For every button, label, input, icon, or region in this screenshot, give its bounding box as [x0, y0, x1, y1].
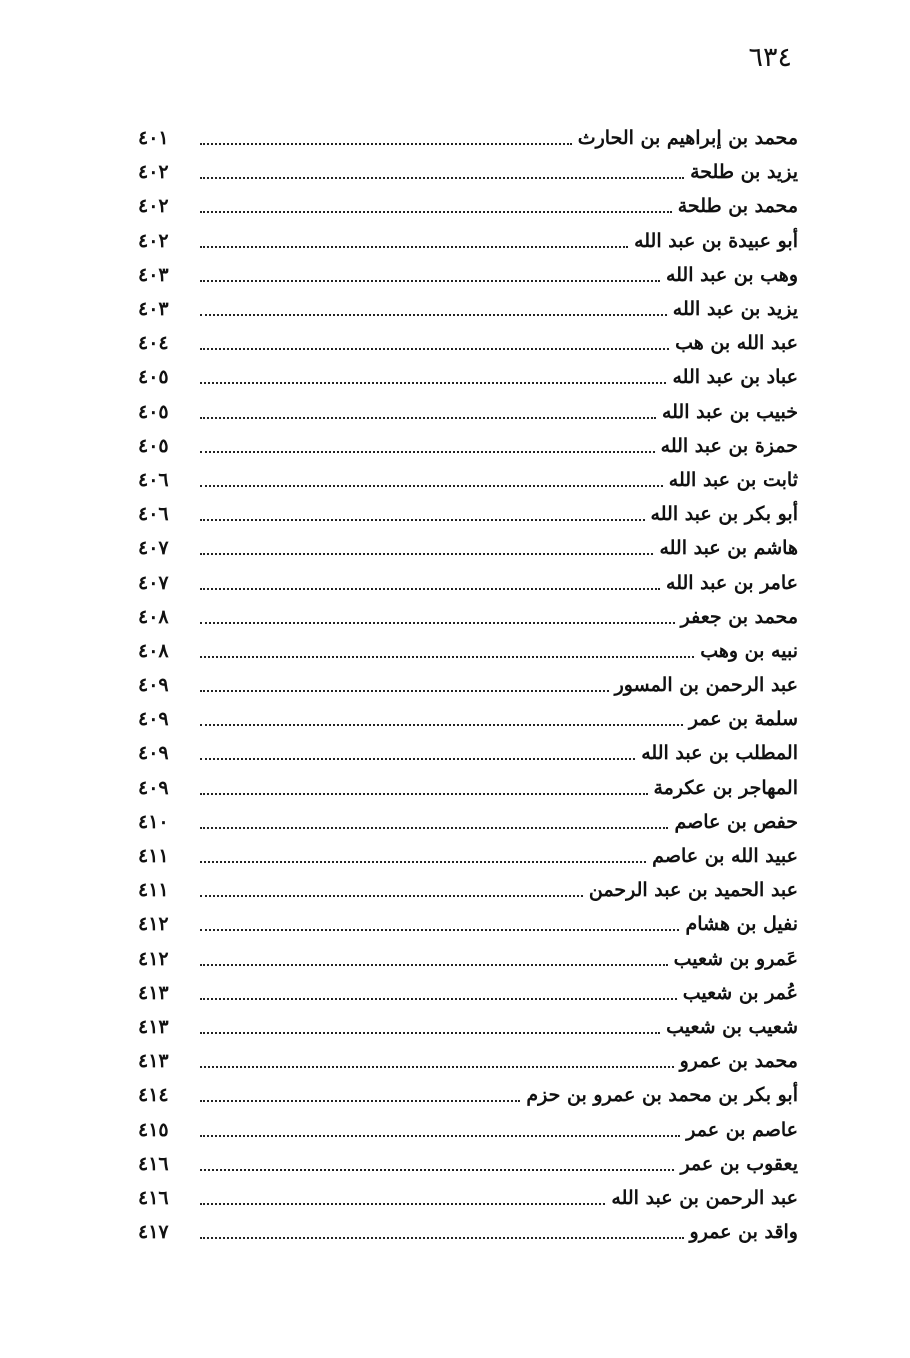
- toc-entry: [138, 1215, 798, 1249]
- entry-title: محمد بن طلحة: [677, 195, 798, 218]
- entry-title: عَمرو بن شعيب: [673, 947, 798, 970]
- entry-page-number: ٤١١: [138, 879, 169, 902]
- entry-page-number: ٤١٢: [138, 913, 169, 936]
- entry-page-number: ٤١٣: [138, 1050, 169, 1073]
- entry-title: عبد الرحمن بن المسور: [614, 674, 798, 697]
- toc-entry: [138, 155, 798, 189]
- dot-leader: [200, 143, 572, 145]
- dot-leader: [200, 451, 655, 453]
- entry-page-number: ٤١٢: [138, 947, 169, 970]
- entry-title: عُمر بن شعيب: [682, 981, 798, 1004]
- dot-leader: [200, 485, 663, 487]
- entry-page-number: ٤١٣: [138, 981, 169, 1004]
- entry-title: يعقوب بن عمر: [680, 1152, 798, 1175]
- entry-title: أبو عبيدة بن عبد الله: [634, 229, 798, 252]
- entry-page-number: ٤٠١: [138, 127, 169, 150]
- toc-entry: [138, 702, 798, 736]
- entry-page-number: ٤١٣: [138, 1015, 169, 1038]
- dot-leader: [200, 758, 635, 760]
- dot-leader: [200, 793, 648, 795]
- entry-page-number: ٤١٦: [138, 1186, 169, 1209]
- entry-title: خبيب بن عبد الله: [661, 400, 798, 423]
- entry-page-number: ٤٠٣: [138, 298, 169, 321]
- dot-leader: [200, 998, 677, 1000]
- entry-page-number: ٤٠٩: [138, 708, 169, 731]
- dot-leader: [200, 929, 679, 931]
- dot-leader: [200, 348, 669, 350]
- toc-entry: [138, 258, 798, 292]
- entry-page-number: ٤٠٨: [138, 605, 169, 628]
- toc-entry: [138, 1181, 798, 1215]
- entry-page-number: ٤٠٤: [138, 332, 169, 355]
- entry-page-number: ٤٠٦: [138, 503, 169, 526]
- toc-entry: [138, 1112, 798, 1146]
- entry-page-number: ٤٠٧: [138, 537, 169, 560]
- toc-entry: [138, 634, 798, 668]
- dot-leader: [200, 280, 660, 282]
- entry-title: يزيد بن عبد الله: [672, 298, 798, 321]
- entry-page-number: ٤١٦: [138, 1152, 169, 1175]
- toc-entry: [138, 429, 798, 463]
- entry-title: محمد بن جعفر: [680, 605, 798, 628]
- dot-leader: [200, 724, 683, 726]
- entry-page-number: ٤١٠: [138, 810, 169, 833]
- toc-entry: [138, 976, 798, 1010]
- toc-entry: [138, 497, 798, 531]
- toc-entry: [138, 1078, 798, 1112]
- entry-page-number: ٤٠٢: [138, 195, 169, 218]
- entry-page-number: ٤١٥: [138, 1118, 169, 1141]
- toc-entry: [138, 839, 798, 873]
- toc-entry: [138, 873, 798, 907]
- table-of-contents: [138, 121, 798, 1249]
- entry-title: حمزة بن عبد الله: [660, 434, 798, 457]
- entry-page-number: ٤٠٩: [138, 776, 169, 799]
- toc-entry: [138, 600, 798, 634]
- toc-entry: [138, 189, 798, 223]
- entry-title: هاشم بن عبد الله: [659, 537, 798, 560]
- entry-title: ثابت بن عبد الله: [668, 468, 798, 491]
- dot-leader: [200, 382, 666, 384]
- entry-title: نفيل بن هشام: [685, 913, 798, 936]
- entry-title: أبو بكر بن محمد بن عمرو بن حزم: [526, 1084, 798, 1107]
- dot-leader: [200, 314, 667, 316]
- entry-page-number: ٤٠٩: [138, 742, 169, 765]
- dot-leader: [200, 1135, 680, 1137]
- toc-entry: [138, 360, 798, 394]
- entry-page-number: ٤٠٣: [138, 263, 169, 286]
- entry-title: واقد بن عمرو: [689, 1221, 798, 1244]
- entry-title: سلمة بن عمر: [688, 708, 798, 731]
- entry-title: عبد الرحمن بن عبد الله: [611, 1186, 798, 1209]
- dot-leader: [200, 1066, 674, 1068]
- entry-title: المطلب بن عبد الله: [641, 742, 798, 765]
- entry-page-number: ٤٠٨: [138, 639, 169, 662]
- dot-leader: [200, 1100, 520, 1102]
- entry-title: المهاجر بن عكرمة: [653, 776, 798, 799]
- entry-page-number: ٤٠٢: [138, 229, 169, 252]
- dot-leader: [200, 964, 668, 966]
- entry-page-number: ٤٠٦: [138, 468, 169, 491]
- entry-title: نبيه بن وهب: [700, 639, 798, 662]
- entry-title: شعيب بن شعيب: [666, 1015, 798, 1038]
- toc-entry: [138, 1044, 798, 1078]
- entry-title: عبيد الله بن عاصم: [652, 845, 798, 868]
- entry-title: عاصم بن عمر: [686, 1118, 798, 1141]
- entry-page-number: ٤١٧: [138, 1221, 169, 1244]
- toc-entry: [138, 1147, 798, 1181]
- toc-entry: [138, 771, 798, 805]
- toc-entry: [138, 942, 798, 976]
- entry-page-number: ٤٠٧: [138, 571, 169, 594]
- dot-leader: [200, 519, 645, 521]
- entry-title: محمد بن عمرو: [679, 1050, 798, 1073]
- toc-entry: [138, 736, 798, 770]
- dot-leader: [200, 861, 646, 863]
- entry-title: عامر بن عبد الله: [666, 571, 798, 594]
- dot-leader: [200, 417, 656, 419]
- toc-entry: [138, 805, 798, 839]
- entry-page-number: ٤٠٩: [138, 674, 169, 697]
- toc-entry: [138, 1010, 798, 1044]
- entry-title: حفص بن عاصم: [674, 810, 798, 833]
- toc-entry: [138, 565, 798, 599]
- dot-leader: [200, 553, 653, 555]
- dot-leader: [200, 588, 660, 590]
- dot-leader: [200, 656, 694, 658]
- toc-entry: [138, 463, 798, 497]
- dot-leader: [200, 177, 684, 179]
- dot-leader: [200, 1237, 684, 1239]
- toc-entry: [138, 395, 798, 429]
- entry-title: عبد الحميد بن عبد الرحمن: [588, 879, 798, 902]
- entry-page-number: ٤٠٥: [138, 434, 169, 457]
- dot-leader: [200, 1169, 674, 1171]
- entry-title: وهب بن عبد الله: [665, 263, 798, 286]
- toc-entry: [138, 531, 798, 565]
- toc-entry: [138, 668, 798, 702]
- entry-page-number: ٤١١: [138, 845, 169, 868]
- entry-title: عباد بن عبد الله: [672, 366, 798, 389]
- dot-leader: [200, 211, 672, 213]
- dot-leader: [200, 895, 583, 897]
- toc-entry: [138, 326, 798, 360]
- entry-page-number: ٤٠٥: [138, 400, 169, 423]
- entry-title: محمد بن إبراهيم بن الحارث: [577, 127, 798, 150]
- toc-entry: [138, 292, 798, 326]
- dot-leader: [200, 246, 628, 248]
- toc-entry: [138, 224, 798, 258]
- dot-leader: [200, 622, 675, 624]
- dot-leader: [200, 1032, 660, 1034]
- entry-page-number: ٤٠٢: [138, 161, 169, 184]
- entry-page-number: ٤١٤: [138, 1084, 169, 1107]
- dot-leader: [200, 1203, 605, 1205]
- entry-page-number: ٤٠٥: [138, 366, 169, 389]
- toc-entry: [138, 121, 798, 155]
- dot-leader: [200, 827, 668, 829]
- dot-leader: [200, 690, 609, 692]
- entry-title: عبد الله بن هب: [675, 332, 798, 355]
- entry-title: يزيد بن طلحة: [690, 161, 798, 184]
- page-number: ٦٣٤: [748, 42, 792, 73]
- toc-entry: [138, 907, 798, 941]
- entry-title: أبو بكر بن عبد الله: [650, 503, 798, 526]
